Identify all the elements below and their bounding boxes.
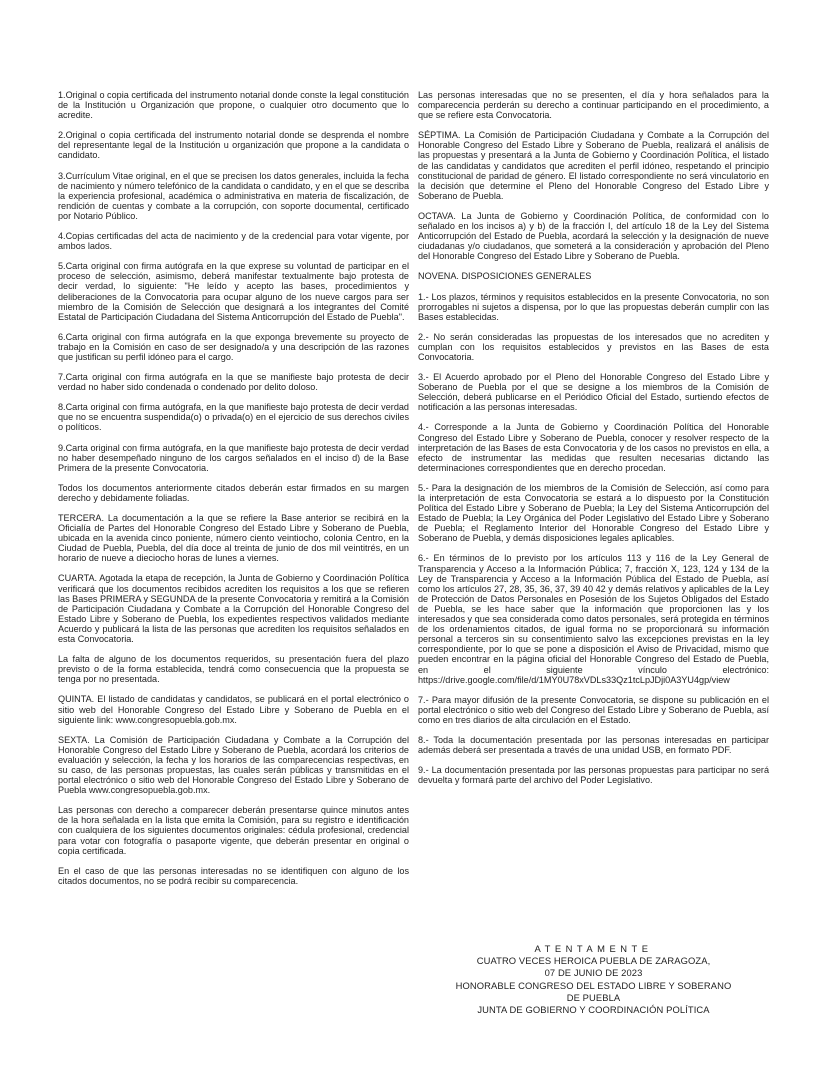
paragraph: 2.- No serán consideradas las propuestas de los interesados que no acrediten y cumplan con los requisitos establecidos y previstos en las Bases de esta Convocatoria. — [418, 331, 769, 362]
paragraph: 9.Carta original con firma autógrafa, en la que manifieste bajo protesta de decir verdad no haber desempeñado ninguno de los cargos señalados en el inciso d) de la Base Primera de la presente Convocatoria. — [58, 442, 409, 473]
paragraph: 1.- Los plazos, términos y requisitos establecidos en la presente Convocatoria, no son prorrogables ni sujetos a dispensa, por lo que las propuestas deberán cumplir con las Bases establecidas. — [418, 291, 769, 322]
right-column — [418, 90, 769, 795]
paragraph: Las personas interesadas que no se presenten, el día y hora señalados para la comparecencia perderán su derecho a continuar participando en el procedimiento, a que se refiere esta Convocatoria. — [418, 90, 769, 121]
signature-block — [418, 943, 769, 1016]
closing-congress-line2: DE PUEBLA — [566, 991, 621, 1003]
closing-junta: JUNTA DE GOBIERNO Y COORDINACIÓN POLÍTICA — [477, 1004, 710, 1016]
paragraph: 5.Carta original con firma autógrafa en la que exprese su voluntad de participar en el proceso de selección, asimismo, deberá manifestar textualmente bajo protesta de decir verdad, lo siguiente: "He leído y acepto las bases, procedimientos y deliberaciones de la Convocatoria para ocupar alguno de los nueve cargos para ser miembro de la Comisión de Selección que designará a los integrantes del Comité Estatal de Participación Ciudadana del Sistema Anticorrupción del Estado de Puebla". — [58, 261, 409, 322]
paragraph: La falta de alguno de los documentos requeridos, su presentación fuera del plazo previsto o de la forma establecida, tendrá como consecuencia que la propuesta se tenga por no presentada. — [58, 654, 409, 685]
paragraph: Las personas con derecho a comparecer deberán presentarse quince minutos antes de la hora señalada en la lista que emita la Comisión, para su registro e identificación con cualquiera de los siguientes documentos originales: cédula profesional, credencial para votar con fotografía o pasaporte vigente, que deberán presentar en original o copia certificada. — [58, 805, 409, 856]
paragraph: 6.Carta original con firma autógrafa en la que exponga brevemente su proyecto de trabajo en la Comisión en caso de ser designado/a y una descripción de las razones que justifican su perfil idóneo para el cargo. — [58, 331, 409, 362]
paragraph: TERCERA. La documentación a la que se refiere la Base anterior se recibirá en la Oficialía de Partes del Honorable Congreso del Estado Libre y Soberano de Puebla, ubicada en la avenida cinco poniente, número ciento veintiocho, colonia Centro, en la Ciudad de Puebla, Puebla, del día doce al treinta de junio de dos mil veintitrés, en un horario de nueve a dieciocho horas de lunes a viernes. — [58, 513, 409, 564]
closing-congress-line1: HONORABLE CONGRESO DEL ESTADO LIBRE Y SOBERANO — [455, 979, 732, 991]
paragraph: 7.Carta original con firma autógrafa en la que se manifieste bajo protesta de decir verdad no haber sido condenada o condenado por delito doloso. — [58, 372, 409, 393]
paragraph: QUINTA. El listado de candidatas y candidatos, se publicará en el portal electrónico o sitio web del Honorable Congreso del Estado Libre y Soberano de Puebla en el siguiente link: www.congresopuebla.gob.mx. — [58, 694, 409, 725]
left-column — [58, 90, 409, 896]
paragraph: 8.- Toda la documentación presentada por las personas interesadas en participar además deberá ser presentada a través de una unidad USB, en formato PDF. — [418, 734, 769, 756]
section-heading: NOVENA. DISPOSICIONES GENERALES — [418, 271, 592, 282]
closing-atentamente: ATENTAMENTE — [534, 943, 653, 954]
paragraph: OCTAVA. La Junta de Gobierno y Coordinación Política, de conformidad con lo señalado en los incisos a) y b) de la fracción I, del artículo 18 de la Ley del Sistema Anticorrupción del Estado de Puebla, acordará la selección y la designación de nueve ciudadanas y/o ciudadanos, que someterá a la consideración y aprobación del Pleno del Honorable Congreso del Estado Libre y Soberano de Puebla. — [418, 210, 769, 262]
paragraph: 1.Original o copia certificada del instrumento notarial donde conste la legal constitución de la Institución u Organización que propone, o cualquier otro documento que lo acredite. — [58, 90, 409, 121]
paragraph: Todos los documentos anteriormente citados deberán estar firmados en su margen derecho y debidamente foliadas. — [58, 482, 409, 503]
paragraph: 8.Carta original con firma autógrafa, en la que manifieste bajo protesta de decir verdad que no se encuentra suspendida(o) o privada(o) en el ejercicio de sus derechos civiles o políticos. — [58, 402, 409, 433]
paragraph: 3.- El Acuerdo aprobado por el Pleno del Honorable Congreso del Estado Libre y Soberano de Puebla por el que se designe a los miembros de la Comisión de Selección, deberá publicarse en el Periódico Oficial del Estado, surtiendo efectos de notificación a las personas interesadas. — [418, 372, 769, 413]
closing-city: CUATRO VECES HEROICA PUEBLA DE ZARAGOZA, — [476, 955, 711, 967]
paragraph: 9.- La documentación presentada por las personas propuestas para participar no será devuelta y formará parte del archivo del Poder Legislativo. — [418, 765, 769, 786]
paragraph: 5.- Para la designación de los miembros de la Comisión de Selección, así como para la interpretación de esta Convocatoria se estará a lo dispuesto por la Constitución Política del Estado Libre y Soberano de Puebla; la Ley del Sistema Anticorrupción del Estado de Puebla; la Ley Orgánica del Poder Legislativo del Estado Libre y Soberano de Puebla; el Reglamento Interior del Honorable Congreso del Estado Libre y Soberano de Puebla, y demás disposiciones legales aplicables. — [418, 482, 769, 544]
paragraph: SEXTA. La Comisión de Participación Ciudadana y Combate a la Corrupción del Honorable Congreso del Estado Libre y Soberano de Puebla, acordará los criterios de evaluación y selección, la fecha y los horarios de las comparecencias respectivas, en su caso, de las personas propuestas, las cuales serán públicas y transmitidas en el portal electrónico o sitio web del Honorable Congreso del Estado Libre y Soberano de Puebla www.congresopuebla.gob.mx. — [58, 734, 409, 796]
paragraph: 3.Currículum Vitae original, en el que se precisen los datos generales, incluida la fecha de nacimiento y número telefónico de la candidata o candidato, y en el que se describa la experiencia profesional, académica o administrativa en materia de fiscalización, de rendición de cuentas y combate a la corrupción, con soporte documental, certificado por Notario Público. — [58, 170, 409, 221]
paragraph: 6.- En términos de lo previsto por los artículos 113 y 116 de la Ley General de Transparencia y Acceso a la Información Pública; 7, fracción X, 123, 124 y 134 de la Ley de Transparencia y Acceso a la Información Pública del Estado de Puebla, así como los artículos 27, 28, 35, 36, 37, 39 40 42 y demás relativos y aplicables de la Ley de Protección de Datos Personales en Posesión de los Sujetos Obligados del Estado de Puebla, se les hace saber que la información que proporcionen las y los interesados y que sea considerada como datos personales, será protegida en términos de los ordenamientos citados, de igual forma no se proporcionará su información personal a terceros sin su consentimiento salvo las excepciones previstas en la ley correspondiente, por lo que se pone a disposición el Aviso de Privacidad, mismo que pueden encontrar en la página oficial del Honorable Congreso del Estado de Puebla, en el siguiente vínculo electrónico: https://drive.google.com/file/d/1MY0U78xVDLs33Qz1tcLpJDji0A3YU4gp/view — [418, 553, 769, 685]
paragraph: SÉPTIMA. La Comisión de Participación Ciudadana y Combate a la Corrupción del Honorable Congreso del Estado Libre y Soberano de Puebla, realizará el análisis de las propuestas y presentará a la Junta de Gobierno y Coordinación Política, el listado de las candidatas y candidatos que acrediten el perfil idóneo, respetando el principio constitucional de paridad de género. El listado correspondiente no será vinculatorio en la decisión que determine el Pleno del Honorable Congreso del Estado Libre y Soberano de Puebla. — [418, 130, 769, 201]
paragraph: En el caso de que las personas interesadas no se identifiquen con alguno de los citados documentos, no se podrá recibir su comparecencia. — [58, 865, 409, 886]
paragraph: 4.Copias certificadas del acta de nacimiento y de la credencial para votar vigente, por ambos lados. — [58, 231, 409, 252]
paragraph: 7.- Para mayor difusión de la presente Convocatoria, se dispone su publicación en el portal electrónico o sitio web del Congreso del Estado Libre y Soberano de Puebla, así como en tres diarios de alta circulación en el Estado. — [418, 694, 769, 725]
paragraph: 4.- Corresponde a la Junta de Gobierno y Coordinación Política del Honorable Congreso del Estado Libre y Soberano de Puebla, conocer y resolver respecto de la interpretación de las Bases de esta Convocatoria y de los casos no previstos en ella, a efecto de instrumentar las medidas que resulten necesarias dictando las determinaciones correspondientes que en derecho procedan. — [418, 422, 769, 473]
paragraph: CUARTA. Agotada la etapa de recepción, la Junta de Gobierno y Coordinación Política verificará que los documentos recibidos acrediten los requisitos a los que se refieren las Bases PRIMERA y SEGUNDA de la presente Convocatoria y remitirá a la Comisión de Participación Ciudadana y Combate a la Corrupción del Honorable Congreso del Estado Libre y Soberano de Puebla, los expedientes respectivos validados mediante Acuerdo y publicará la lista de las personas que acrediten los requisitos señalados en esta Convocatoria. — [58, 573, 409, 645]
closing-date: 07 DE JUNIO DE 2023 — [544, 967, 643, 979]
paragraph: 2.Original o copia certificada del instrumento notarial donde se desprenda el nombre del representante legal de la Institución u organización que propone a la candidata o candidato. — [58, 130, 409, 161]
